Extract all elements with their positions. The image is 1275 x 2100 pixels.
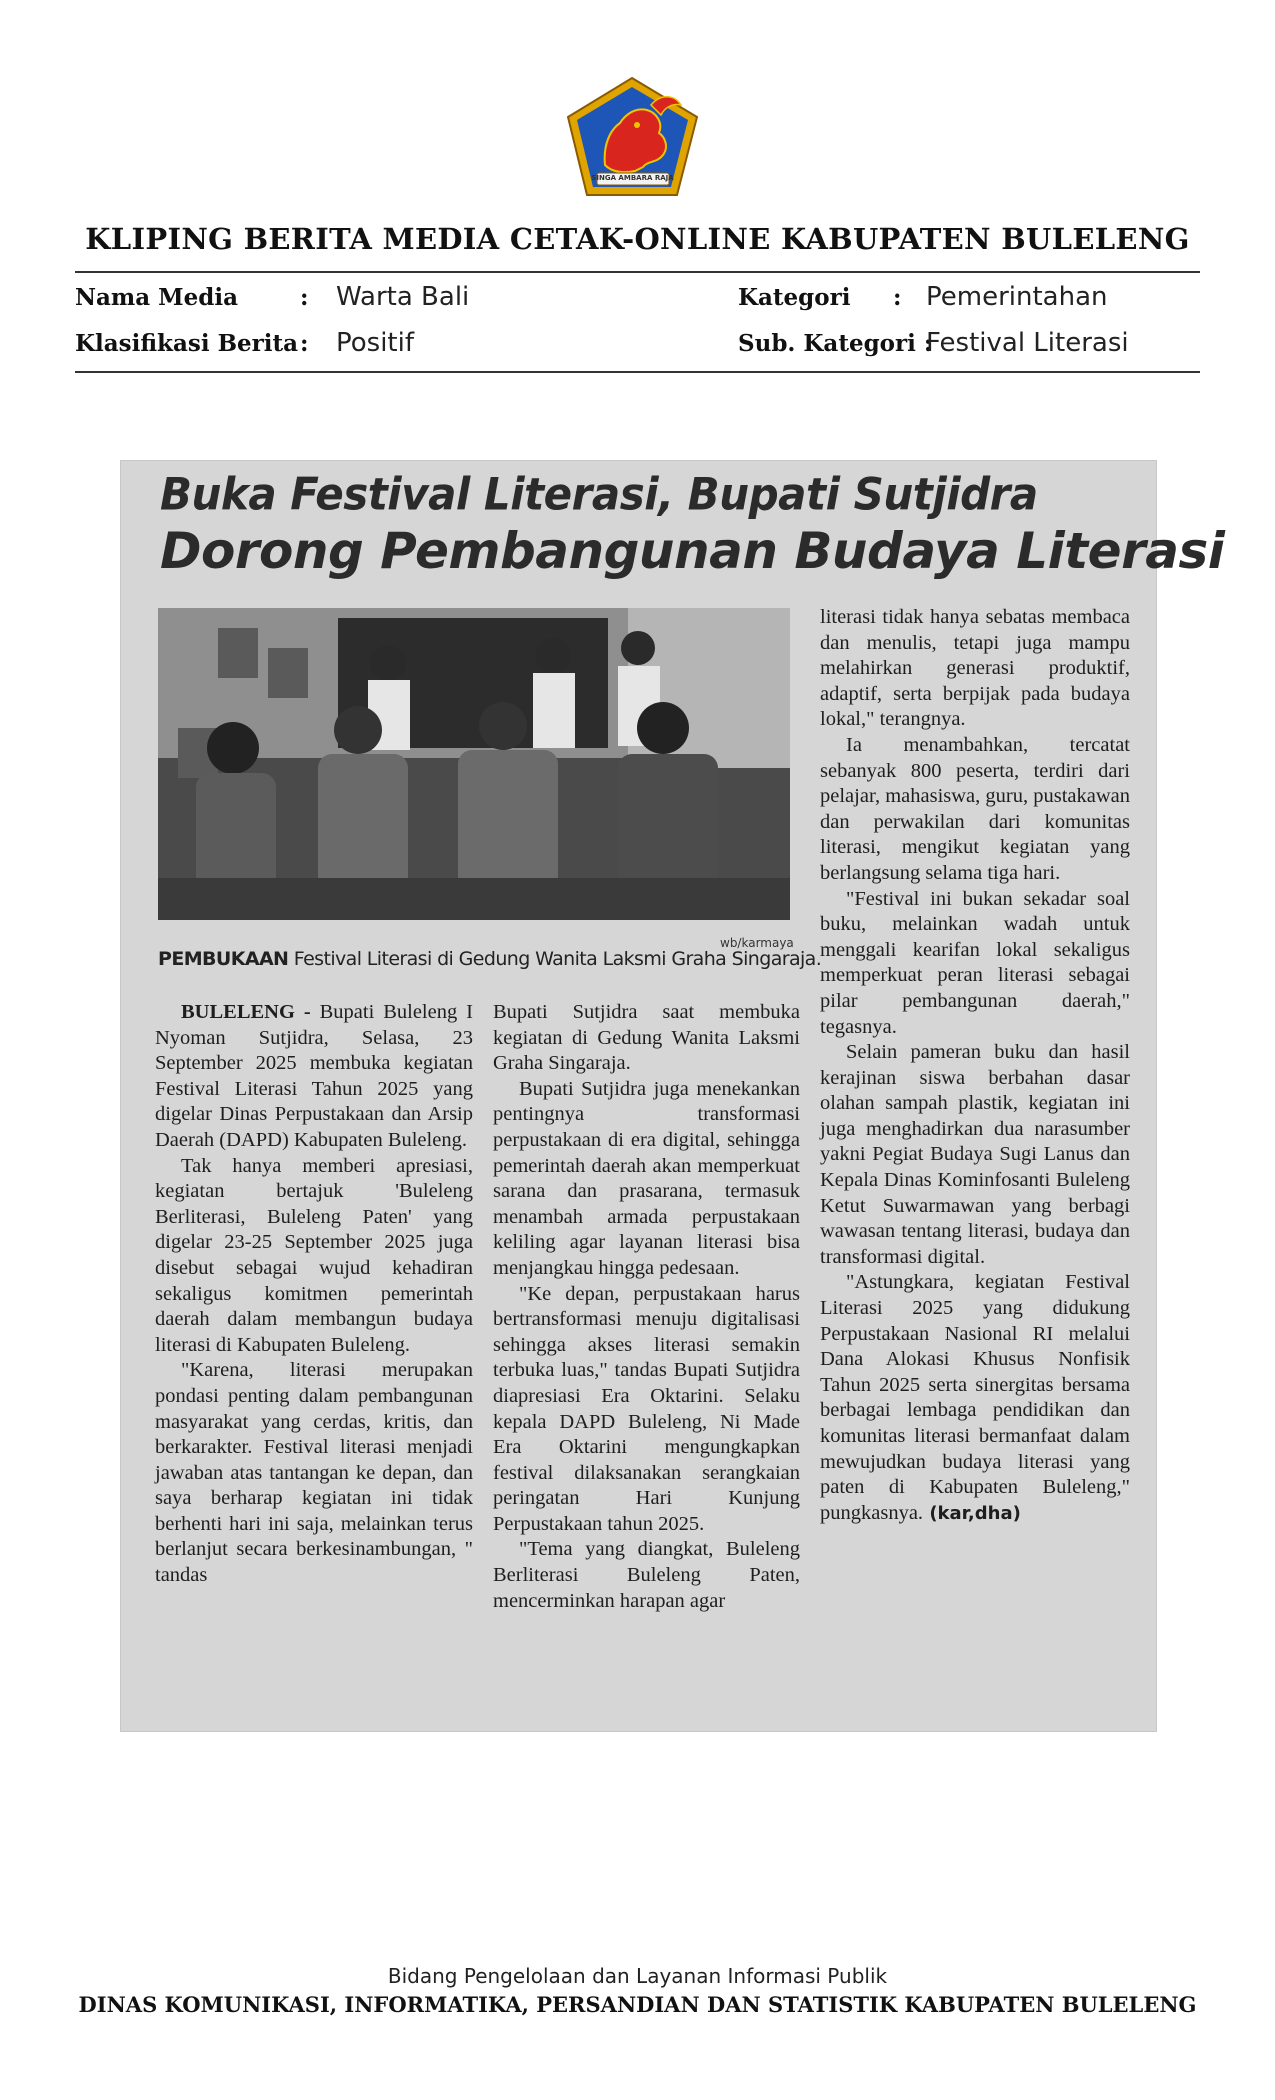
article-paragraph: "Karena, literasi merupakan pondasi penting dalam pembangunan masyarakat yang cerdas, kritis, dan berkarakter. Festival literasi menjadi jawaban atas tantangan ke depan, dan saya berharap kegiatan ini tidak berhenti hari ini saja, melainkan terus berlanjut secara berkesinambungan, " tandas <box>155 1359 473 1587</box>
page-title: KLIPING BERITA MEDIA CETAK-ONLINE KABUPATEN BULELENG <box>85 222 1190 256</box>
classification-label-row <box>75 327 298 358</box>
article-column-3 <box>820 605 1130 1526</box>
article-paragraph: Bupati Sutjidra saat membuka kegiatan di Gedung Wanita Laksmi Graha Singaraja. <box>493 1001 800 1075</box>
footer-department: Bidang Pengelolaan dan Layanan Informasi Publik <box>387 1964 888 1988</box>
news-photo <box>158 608 790 920</box>
classification-separator: : <box>300 330 309 357</box>
headline-line-1: Buka Festival Literasi, Bupati Sutjidra <box>160 468 1038 521</box>
article-paragraph: "Astungkara, kegiatan Festival Literasi 2025 yang didukung Perpustakaan Nasional RI melalui Dana Alokasi Khusus Nonfisik Tahun 2025 serta sinergitas bersama berbagai lembaga pendidikan dan komunitas literasi bermanfaat dalam mewujudkan budaya literasi yang paten di Kabupaten Buleleng," pungkasnya. (kar,dha) <box>820 1271 1130 1524</box>
article-paragraph: "Tema yang diangkat, Buleleng Berliterasi Buleleng Paten, mencerminkan harapan agar <box>493 1538 800 1612</box>
classification-label: Klasifikasi Berita <box>75 330 299 357</box>
article-column-2 <box>493 1000 800 1614</box>
article-paragraph: literasi tidak hanya sebatas membaca dan menulis, tetapi juga mampu melahirkan generasi produktif, adaptif, serta berpijak pada budaya lokal," terangnya. <box>820 606 1130 731</box>
article-paragraph: "Ke depan, perpustakaan harus bertransformasi menuju digitalisasi sehingga akses literasi semakin terbuka luas," tandas Bupati Sutjidra diapresiasi Era Oktarini. Selaku kepala DAPD Buleleng, Ni Made Era Oktarini mengungkapkan festival dilaksanakan serangkaian peringatan Hari Kunjung Perpustakaan tahun 2025. <box>493 1282 800 1535</box>
article-paragraph: "Festival ini bukan sekadar soal buku, melainkan wadah untuk menggali kearifan lokal sekaligus memperkuat peran literasi sebagai pilar pembangunan daerah," tegasnya. <box>820 887 1130 1038</box>
media-separator: : <box>300 284 309 311</box>
footer-agency: DINAS KOMUNIKASI, INFORMATIKA, PERSANDIAN DAN STATISTIK KABUPATEN BULELENG <box>78 1992 1197 2017</box>
category-label-row <box>738 281 850 312</box>
category-value: Pemerintahan <box>926 282 1108 312</box>
header-divider <box>75 271 1200 273</box>
category-separator: : <box>893 284 902 311</box>
regency-logo <box>565 75 700 200</box>
media-value: Warta Bali <box>336 282 470 312</box>
article-paragraph: Tak hanya memberi apresiasi, kegiatan bertajuk 'Buleleng Berliterasi, Buleleng Paten' yang digelar 23-25 September 2025 juga disebut sebagai wujud kehadiran sekaligus komitmen pemerintah daerah dalam membangun budaya literasi di Kabupaten Buleleng. <box>155 1154 473 1356</box>
photo-caption <box>158 948 822 970</box>
news-clipping <box>120 460 1225 1732</box>
headline-line-2: Dorong Pembangunan Budaya Literasi <box>160 522 1225 580</box>
meta-divider <box>75 371 1200 373</box>
media-label: Nama Media <box>75 284 238 311</box>
subcategory-value: Festival Literasi <box>926 328 1129 358</box>
photo-credit: wb/karmaya <box>720 936 794 950</box>
subcategory-label-row <box>738 327 932 358</box>
dateline: BULELENG - <box>181 1001 311 1023</box>
article-paragraph: Bupati Sutjidra juga menekankan pentingnya transformasi perpustakaan di era digital, sehingga pemerintah daerah akan memperkuat sarana dan prasarana, termasuk menambah armada perpustakaan keliling agar layanan literasi bisa menjangkau hingga pedesaan. <box>493 1077 800 1279</box>
subcategory-label: Sub. Kategori : <box>738 330 933 357</box>
article-paragraph: BULELENG - Bupati Buleleng I Nyoman Sutjidra, Selasa, 23 September 2025 membuka kegiatan Festival Literasi Tahun 2025 yang digelar Dinas Perpustakaan dan Arsip Daerah (DAPD) Kabupaten Buleleng. <box>155 1001 473 1151</box>
article-paragraph: Ia menambahkan, tercatat sebanyak 800 peserta, terdiri dari pelajar, mahasiswa, guru, pustakawan dan perwakilan dari komunitas literasi, mengikut kegiatan yang berlangsung selama tiga hari. <box>820 733 1130 884</box>
group-photo-image <box>158 608 790 920</box>
author-signature: (kar,dha) <box>923 1502 1021 1524</box>
media-label-row <box>75 281 238 312</box>
classification-value: Positif <box>336 328 414 358</box>
caption-text: Festival Literasi di Gedung Wanita Laksmi Graha Singaraja. <box>288 948 822 970</box>
article-paragraph: Selain pameran buku dan hasil kerajinan siswa berbahan dasar olahan sampah plastik, kegiatan ini juga menghadirkan dua narasumber yakni Pegiat Budaya Sugi Lanus dan Kepala Dinas Kominfosanti Buleleng Ketut Suwarmawan yang berbagi wawasan tentang literasi, budaya dan transformasi digital. <box>820 1041 1130 1268</box>
logo-caption: SINGA AMBARA RAJA <box>591 174 674 182</box>
caption-lead: PEMBUKAAN <box>158 948 289 970</box>
article-column-1 <box>155 1000 473 1589</box>
category-label: Kategori <box>738 284 851 311</box>
